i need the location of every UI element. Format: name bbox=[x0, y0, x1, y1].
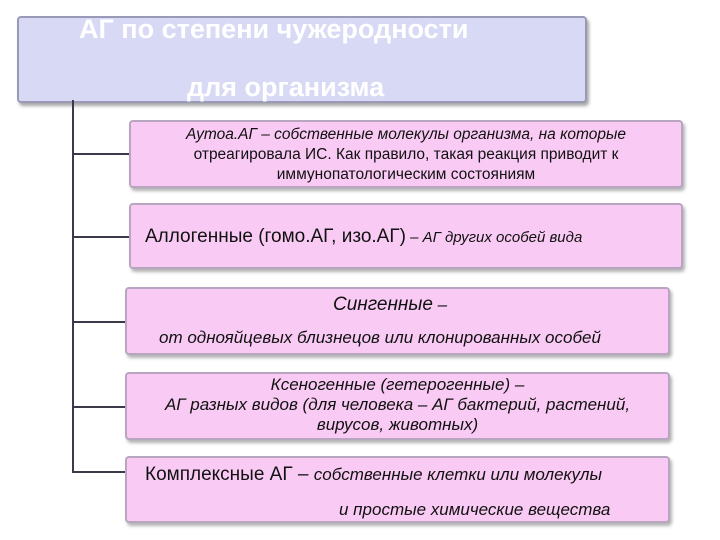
connector-branch-xenogenic bbox=[72, 406, 125, 408]
node-xenogenic bbox=[125, 372, 670, 440]
allogenic-line bbox=[145, 226, 582, 248]
autoag-term: Аутоа.АГ bbox=[185, 126, 257, 143]
complex-line1 bbox=[145, 464, 602, 486]
allogenic-term: Аллогенные (гомо.АГ, изо.АГ) bbox=[145, 226, 406, 247]
syngenic-term: Сингенные bbox=[333, 294, 433, 315]
node-allogenic bbox=[129, 203, 683, 269]
xenogenic-line3: вирусов, животных) bbox=[316, 415, 479, 434]
node-autoag bbox=[129, 120, 683, 188]
connector-branch-autoag bbox=[72, 153, 129, 155]
node-syngenic bbox=[125, 287, 670, 355]
xenogenic-line2: АГ разных видов (для человека – АГ бактерий, растений, bbox=[164, 395, 631, 414]
complex-text: собственные клетки или молекулы bbox=[313, 465, 602, 484]
syngenic-line2: от однояйцевых близнецов или клонированных особей bbox=[159, 328, 601, 347]
syngenic-line1 bbox=[333, 294, 447, 316]
complex-dash: – bbox=[292, 464, 314, 485]
complex-term: Комплексные АГ bbox=[145, 464, 293, 485]
root-title-line1: АГ по степени чужеродности bbox=[79, 14, 469, 44]
node-complex bbox=[125, 456, 670, 523]
syngenic-dash: – bbox=[432, 295, 448, 314]
xenogenic-line1: Ксеногенные (гетерогенные) – bbox=[270, 375, 525, 394]
root-title-line2: для организма bbox=[187, 72, 385, 102]
connector-trunk bbox=[72, 100, 74, 473]
complex-line2: и простые химические вещества bbox=[339, 500, 611, 519]
autoag-line2: отреагировала ИС. Как правило, такая реакция приводит к bbox=[193, 146, 619, 163]
autoag-line3: иммунопатологическим состояниям bbox=[276, 166, 536, 183]
connector-branch-complex bbox=[72, 471, 125, 473]
allogenic-text: – АГ других особей вида bbox=[405, 229, 583, 246]
connector-branch-syngenic bbox=[72, 321, 125, 323]
autoag-line1 bbox=[131, 125, 681, 145]
autoag-line1-text: – собственные молекулы организма, на которые bbox=[256, 126, 627, 143]
root-box bbox=[17, 16, 587, 103]
connector-branch-allogenic bbox=[72, 236, 129, 238]
